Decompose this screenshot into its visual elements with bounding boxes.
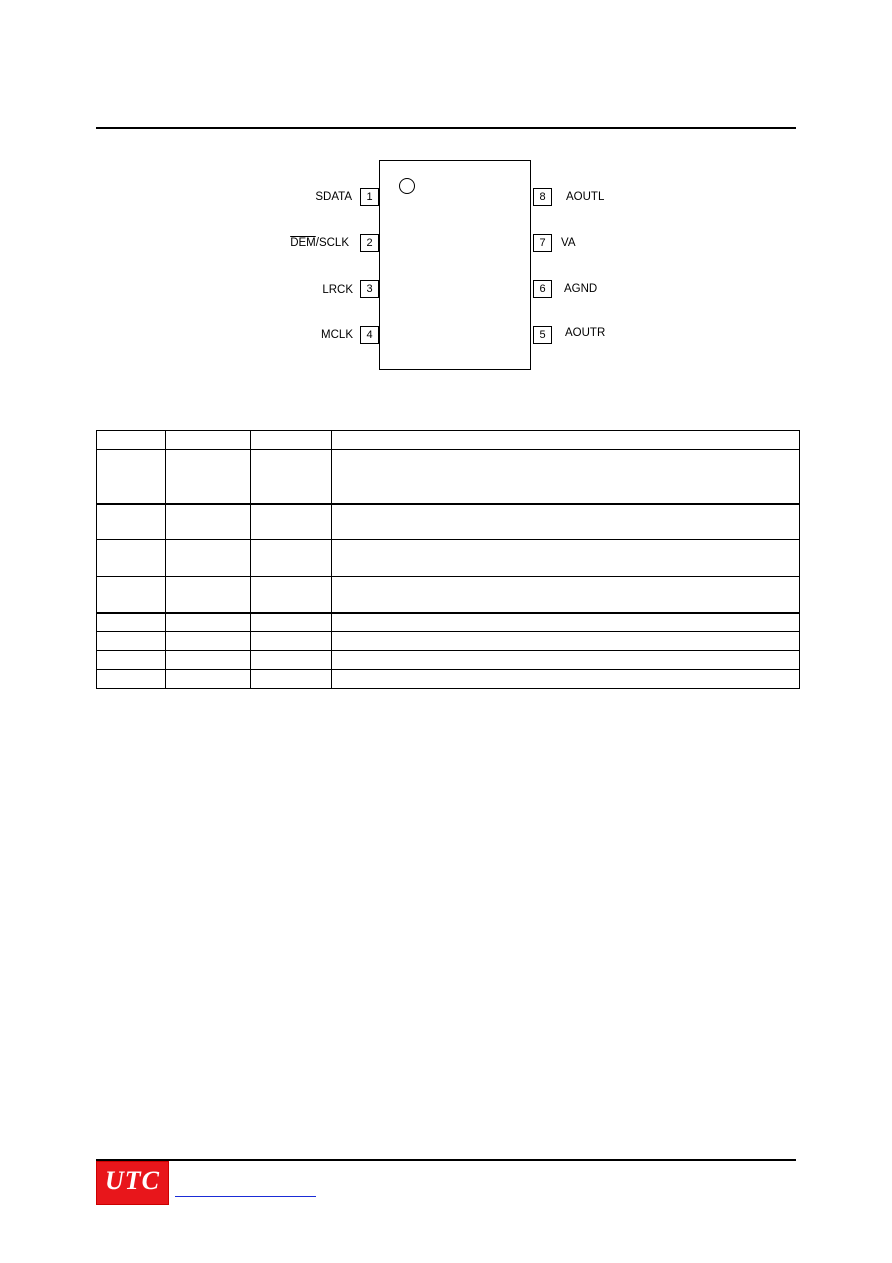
- table-cell: [332, 431, 800, 450]
- table-cell: [251, 504, 332, 540]
- pin-label-dem-sclk: [229, 235, 349, 251]
- utc-logo-text: UTC: [105, 1166, 160, 1195]
- table-cell: [97, 632, 166, 651]
- pin-label-aoutl: AOUTL: [566, 191, 605, 203]
- table-row: [97, 504, 800, 540]
- table-cell: [251, 540, 332, 577]
- table-cell: [166, 577, 251, 613]
- ic-package-outline: [379, 160, 531, 370]
- table-cell: [166, 431, 251, 450]
- table-cell: [97, 577, 166, 613]
- pin-number-1: 1: [360, 188, 379, 206]
- table-cell: [166, 450, 251, 504]
- footer-rule: [96, 1159, 796, 1161]
- table-row: [97, 632, 800, 651]
- pin-label-sdata: SDATA: [315, 191, 352, 203]
- table-cell: [251, 613, 332, 632]
- table-cell: [97, 651, 166, 670]
- pin-number-5: 5: [533, 326, 552, 344]
- pin-number-7: 7: [533, 234, 552, 252]
- pin-label-lrck: LRCK: [322, 284, 353, 296]
- table-cell: [166, 632, 251, 651]
- table-row: [97, 670, 800, 689]
- table-cell: [97, 504, 166, 540]
- table-row: [97, 577, 800, 613]
- table-cell: [332, 632, 800, 651]
- pin-label-sclk: /SCLK: [315, 237, 349, 249]
- pin-label-va: VA: [561, 237, 576, 249]
- pin-label-agnd: AGND: [564, 283, 598, 295]
- table-cell: [166, 613, 251, 632]
- table-cell: [332, 504, 800, 540]
- table-cell: [332, 613, 800, 632]
- table-cell: [166, 670, 251, 689]
- header-rule: [96, 127, 796, 129]
- table-cell: [332, 540, 800, 577]
- table-cell: [251, 577, 332, 613]
- table-cell: [97, 540, 166, 577]
- table-cell: [332, 577, 800, 613]
- pin-number-6: 6: [533, 280, 552, 298]
- table-cell: [332, 651, 800, 670]
- table-row: [97, 613, 800, 632]
- table-row: [97, 450, 800, 504]
- table-cell: [97, 613, 166, 632]
- table-cell: [251, 651, 332, 670]
- pin-label-dem-overline: $\overline{DEM}$: [290, 237, 316, 249]
- table-cell: [332, 450, 800, 504]
- table-cell: [251, 450, 332, 504]
- table-cell: [251, 670, 332, 689]
- pin-number-4: 4: [360, 326, 379, 344]
- table-header-row: [97, 431, 800, 450]
- pin-label-aoutr: AOUTR: [565, 327, 606, 339]
- table-row: [97, 651, 800, 670]
- table-cell: [332, 670, 800, 689]
- table-row: [97, 540, 800, 577]
- pin-number-2: 2: [360, 234, 379, 252]
- pin-description-table: [96, 430, 800, 689]
- pin-number-8: 8: [533, 188, 552, 206]
- table-cell: [166, 651, 251, 670]
- table-cell: [251, 632, 332, 651]
- table-cell: [251, 431, 332, 450]
- table-cell: [166, 504, 251, 540]
- pin-label-mclk: MCLK: [321, 329, 353, 341]
- table-cell: [166, 540, 251, 577]
- footer-link-underline[interactable]: [175, 1196, 316, 1197]
- pin-number-3: 3: [360, 280, 379, 298]
- table-cell: [97, 670, 166, 689]
- table-cell: [97, 431, 166, 450]
- table-cell: [97, 450, 166, 504]
- utc-logo: [96, 1161, 169, 1205]
- pin1-marker-icon: [399, 178, 415, 194]
